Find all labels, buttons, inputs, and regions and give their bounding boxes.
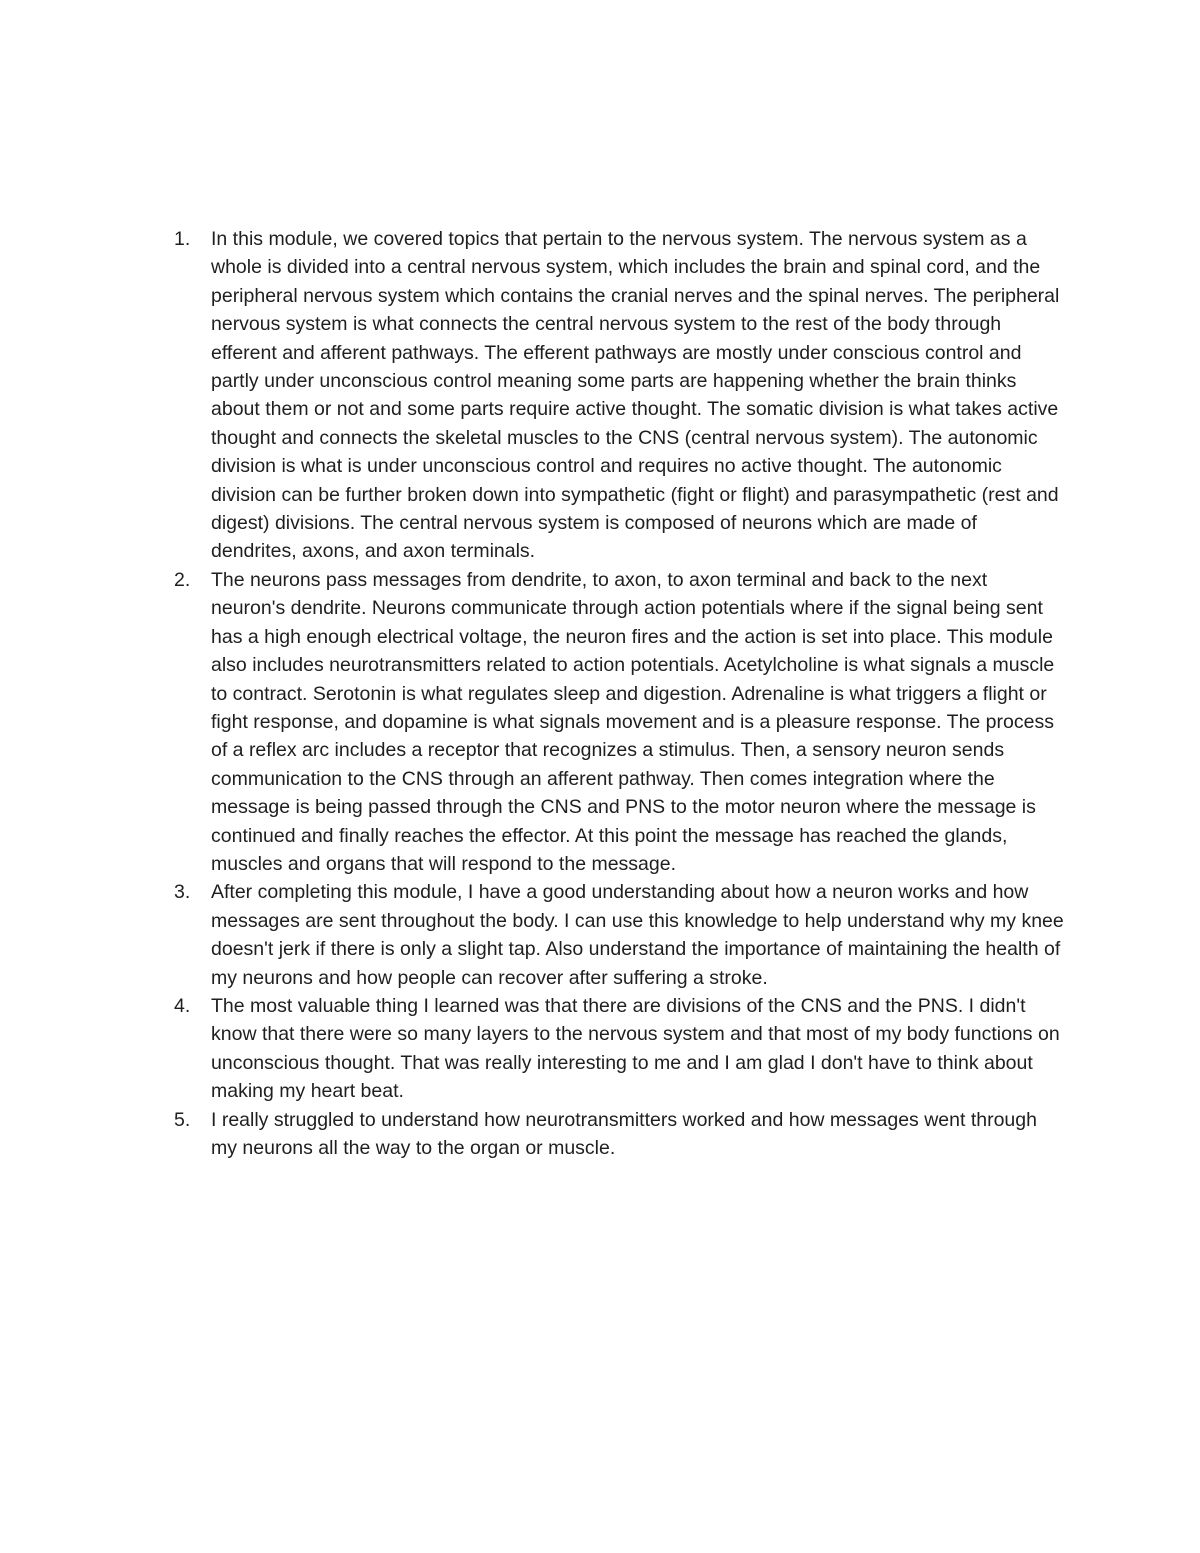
list-item [174,878,1064,992]
list-item-text: I really struggled to understand how neurotransmitters worked and how messages went through my neurons all the way to the organ or muscle. [211,1108,1037,1159]
numbered-list [174,225,1064,1162]
list-item-number: 1. [174,228,191,250]
list-item-number: 3. [174,881,191,904]
list-item [174,225,1064,566]
list-item-number: 4. [174,994,191,1017]
list-item-text: After completing this module, I have a good understanding about how a neuron works and how messages are sent throughout the body. I can use this knowledge to help understand why my knee doesn't jerk if there is only a slight tap. Also understand the importance of maintaining the health of my neurons and how people can recover after suffering a stroke. [211,881,1064,989]
list-item [174,566,1064,878]
list-item-text: In this module, we covered topics that pertain to the nervous system. The nervous system as a whole is divided into a central nervous system, which includes the brain and spinal cord, and the peripheral nervous system which contains the cranial nerves and the spinal nerves. The peripheral nervous system is what connects the central nervous system to the rest of the body through efferent and afferent pathways. The efferent pathways are mostly under conscious control and partly under unconscious control meaning some parts are happening whether the brain thinks about them or not and some parts require active thought. The somatic division is what takes active thought and connects the skeletal muscles to the CNS (central nervous system). The autonomic division is what is under unconscious control and requires no active thought. The autonomic division can be further broken down into sympathetic (fight or flight) and parasympathetic (rest and digest) divisions. The central nervous system is composed of neurons which are made of dendrites, axons, and axon terminals. [211,228,1060,563]
list-item-number: 2. [174,568,191,591]
list-item [174,1106,1064,1163]
list-item [174,992,1064,1106]
list-item-number: 5. [174,1108,191,1131]
list-item-text: The most valuable thing I learned was that there are divisions of the CNS and the PNS. I didn't know that there were so many layers to the nervous system and that most of my body functions on unconscious thought. That was really interesting to me and I am glad I don't have to think about making my heart beat. [211,994,1060,1103]
list-item-text: The neurons pass messages from dendrite, to axon, to axon terminal and back to the next neuron's dendrite. Neurons communicate through action potentials where if the signal being sent has a high enough electrical voltage, the neuron fires and the action is set into place. This module also includes neurotransmitters related to action potentials. Acetylcholine is what signals a muscle to contract. Serotonin is what regulates sleep and digestion. Adrenaline is what triggers a flight or fight response, and dopamine is what signals movement and is a pleasure response. The process of a reflex arc includes a receptor that recognizes a stimulus. Then, a sensory neuron sends communication to the CNS through an afferent pathway. Then comes integration where the message is being passed through the CNS and PNS to the motor neuron where the message is continued and finally reaches the effector. At this point the message has reached the glands, muscles and organs that will respond to the message. [211,568,1055,875]
